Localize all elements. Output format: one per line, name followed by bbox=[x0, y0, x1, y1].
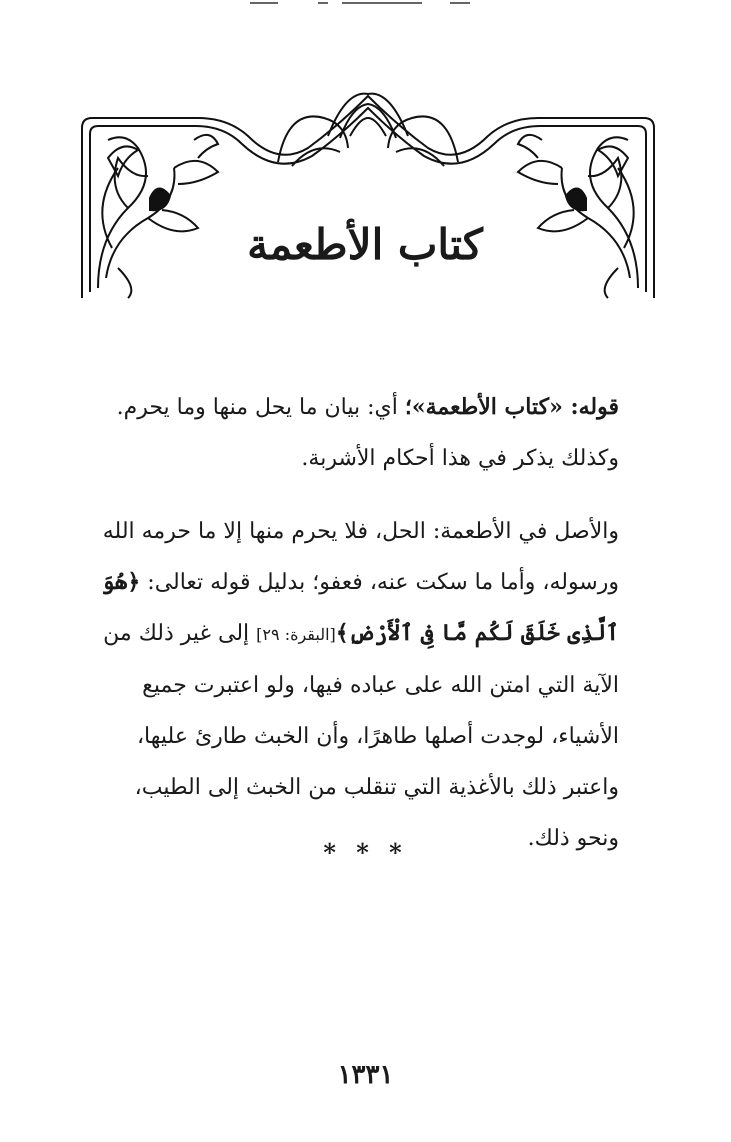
paragraph-2-line-2: ورسوله، وأما ما سكت عنه، فعفو؛ بدليل قوله تعالى: bbox=[147, 570, 619, 595]
paragraph-1 bbox=[92, 382, 619, 433]
paragraph-1-line-1: أي: بيان ما يحل منها وما يحرم. bbox=[116, 395, 398, 420]
chapter-title: كتاب الأطعمة bbox=[247, 220, 483, 269]
section-separator: * * * bbox=[323, 838, 408, 867]
paragraph-2 bbox=[92, 506, 619, 864]
top-scan-rule bbox=[220, 2, 490, 6]
quran-reference: [البقرة: ٢٩] bbox=[256, 625, 336, 644]
paragraph-1-line-2: وكذلك يذكر في هذا أحكام الأشربة. bbox=[301, 446, 619, 471]
quran-verse: ﴿هُوَ ٱلَّذِى خَلَقَ لَكُم مَّا فِى ٱلْأَرْضِ﴾ bbox=[101, 569, 619, 646]
paragraph-2-continuation: إلى غير ذلك من الآية التي امتن الله على عباده فيها، ولو اعتبرت جميع الأشياء، لوجدت أصلها طاهرًا، وأن الخبث طارئ عليها، واعتبر ذلك بالأغذية التي تنقلب من الخبث إلى الطيب، ونحو ذلك. bbox=[103, 621, 619, 851]
body-text bbox=[92, 382, 619, 864]
lead-phrase: قوله: «كتاب الأطعمة»؛ bbox=[404, 394, 619, 420]
page-number: ١٣٣١ bbox=[337, 1060, 394, 1090]
paragraph-2-line-1: والأصل في الأطعمة: الحل، فلا يحرم منها إلا ما حرمه الله bbox=[102, 519, 619, 544]
